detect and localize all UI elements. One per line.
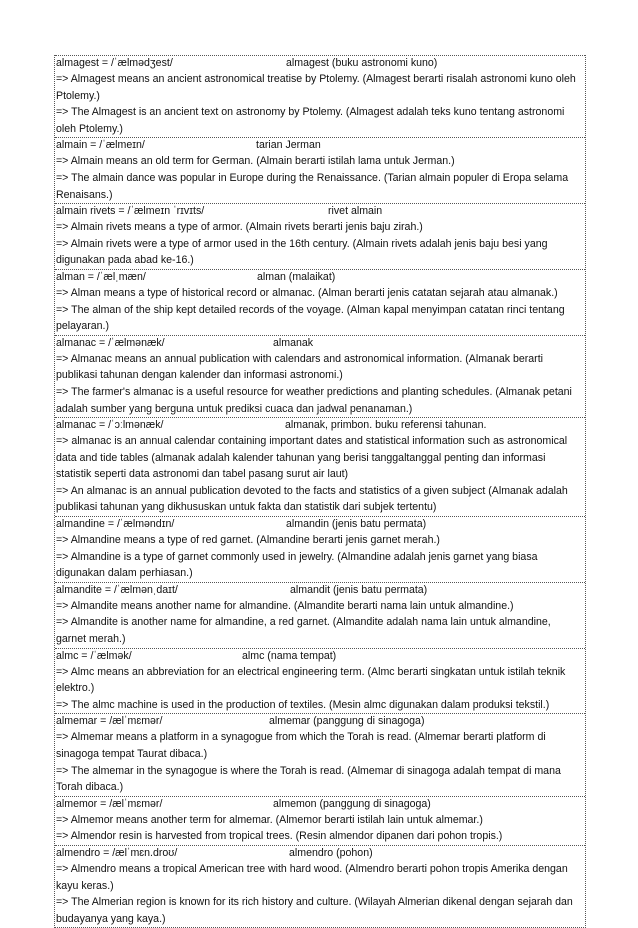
entry-header bbox=[55, 336, 585, 351]
entry-translation: alman (malaikat) bbox=[257, 270, 336, 283]
entry-translation: almagest (buku astronomi kuno) bbox=[286, 57, 438, 69]
entry-header bbox=[55, 714, 585, 729]
example-line: => Almemar means a platform in a synagogue from which the Torah is read. (Almemar berarti platform di sinagoga tempat Taurat dibaca.) bbox=[56, 731, 546, 760]
example-line: => The farmer's almanac is a useful resource for weather predictions and planting schedules. (Almanak petani adalah sumber yang berguna untuk prediksi cuaca dan jadwal penanaman.) bbox=[56, 385, 572, 415]
entry-term: almendro = /ælˈmɛn.droʊ/ bbox=[56, 846, 178, 859]
entry-translation: almandit (jenis batu permata) bbox=[290, 583, 428, 596]
entry-term: almc = /ˈælmək/ bbox=[56, 649, 132, 662]
dictionary-entry bbox=[55, 417, 585, 516]
entry-term: almandine = /ˈælməndɪn/ bbox=[56, 518, 175, 531]
dictionary-sheet bbox=[54, 55, 586, 928]
entry-header bbox=[55, 649, 585, 664]
example-line: => The almain dance was popular in Europe during the Renaissance. (Tarian almain populer di Eropa selama Renaisans.) bbox=[56, 171, 569, 201]
example-line: => The Almerian region is known for its rich history and culture. (Wilayah Almerian dikenal dengan sejarah dan budayanya yang kaya.) bbox=[56, 896, 573, 925]
entry-term: almain = /ˈælmeɪn/ bbox=[56, 139, 145, 152]
example-line: => The alman of the ship kept detailed records of the voyage. (Alman kapal menyimpan catatan rinci tentang pelayaran.) bbox=[56, 303, 565, 333]
dictionary-entry bbox=[55, 516, 585, 582]
example-line: => An almanac is an annual publication devoted to the facts and statistics of a given subject (Almanak adalah publikasi tahunan yang dikhususkan untuk fakta dan statistik dari subjek tertentu) bbox=[56, 484, 568, 514]
example-line: => The Almagest is an ancient text on astronomy by Ptolemy. (Almagest adalah teks kuno tentang astronomi oleh Ptolemy.) bbox=[56, 106, 565, 135]
example-line: => Almain rivets were a type of armor used in the 16th century. (Almain rivets adalah jenis baju besi yang digunakan pada abad ke-16.) bbox=[56, 237, 548, 267]
example-line: => Almemor means another term for almemar. (Almemor berarti istilah lain untuk almemar.) bbox=[56, 813, 483, 826]
entry-term: almanac = /ˈælmənæk/ bbox=[56, 336, 165, 349]
entry-translation: almanak, primbon. buku referensi tahunan. bbox=[285, 419, 487, 432]
entry-translation: almemar (panggung di sinagoga) bbox=[269, 715, 425, 728]
example-line: => almanac is an annual calendar containing important dates and statistical information such as astronomical data and tide tables (almanak adalah kalender tahunan yang berisi tanggaltanggal penting dan informasi statistik seperti data astronomi dan tabel pasang surut air laut) bbox=[56, 435, 568, 481]
example-line: => Almain rivets means a type of armor. (Almain rivets berarti jenis baju zirah.) bbox=[56, 221, 423, 234]
entry-header bbox=[55, 797, 585, 812]
entry-translation: almendro (pohon) bbox=[289, 846, 373, 859]
example-line: => The almc machine is used in the production of textiles. (Mesin almc digunakan dalam produksi tekstil.) bbox=[56, 698, 550, 711]
entry-header bbox=[55, 204, 585, 219]
entry-header bbox=[55, 418, 585, 433]
example-line: => Almandine is a type of garnet commonly used in jewelry. (Almandine adalah jenis garnet yang biasa digunakan dalam perhiasan.) bbox=[56, 550, 538, 580]
entry-translation: almemon (panggung di sinagoga) bbox=[273, 797, 431, 810]
example-line: => Almandine means a type of red garnet. (Almandine berarti jenis garnet merah.) bbox=[56, 534, 440, 547]
dictionary-entry bbox=[55, 335, 585, 417]
entry-term: alman = /ˈælˌmæn/ bbox=[56, 270, 146, 283]
dictionary-entry bbox=[55, 582, 585, 648]
dictionary-entry bbox=[55, 796, 585, 845]
entry-translation: almandin (jenis batu permata) bbox=[286, 518, 427, 531]
dictionary-entry bbox=[55, 269, 585, 335]
entry-translation: almc (nama tempat) bbox=[242, 649, 337, 662]
example-line: => Almc means an abbreviation for an electrical engineering term. (Almc berarti singkatan untuk istilah teknik elektro.) bbox=[56, 665, 566, 695]
entry-header bbox=[55, 270, 585, 285]
entry-term: almagest = /ˈælmədʒest/ bbox=[56, 57, 173, 69]
entry-term: almanac = /ˈɔːlmənæk/ bbox=[56, 419, 164, 432]
example-line: => Alman means a type of historical record or almanac. (Alman berarti jenis catatan sejarah atau almanak.) bbox=[56, 286, 558, 299]
entry-term: almandite = /ˈælmənˌdaɪt/ bbox=[56, 583, 178, 596]
entry-header bbox=[55, 846, 585, 861]
entry-translation: tarian Jerman bbox=[256, 139, 321, 152]
example-line: => Almendro means a tropical American tree with hard wood. (Almendro berarti pohon tropis Amerika dengan kayu keras.) bbox=[56, 862, 568, 892]
entry-header bbox=[55, 583, 585, 598]
entry-term: almain rivets = /ˈælmeɪn ˈrɪvɪts/ bbox=[56, 205, 205, 218]
dictionary-entry bbox=[55, 55, 585, 137]
dictionary-entry bbox=[55, 845, 585, 927]
example-line: => Almandite is another name for almandine, a red garnet. (Almandite adalah nama lain untuk almandine, garnet merah.) bbox=[56, 616, 551, 646]
dictionary-entry bbox=[55, 713, 585, 795]
example-line: => Almanac means an annual publication with calendars and astronomical information. (Almanak berarti publikasi tahunan dengan kalender dan informasi astronomi.) bbox=[56, 352, 543, 382]
example-line: => Almendor resin is harvested from tropical trees. (Resin almendor dipanen dari pohon tropis.) bbox=[56, 830, 503, 843]
dictionary-entry bbox=[55, 203, 585, 269]
entry-term: almemor = /ælˈmɛmər/ bbox=[56, 797, 163, 810]
dictionary-entry bbox=[55, 137, 585, 203]
example-line: => Almandite means another name for almandine. (Almandite berarti nama lain untuk almandine.) bbox=[56, 599, 514, 612]
entry-header bbox=[55, 517, 585, 532]
entry-translation: almanak bbox=[273, 336, 314, 349]
example-line: => Almain means an old term for German. (Almain berarti istilah lama untuk Jerman.) bbox=[56, 155, 455, 168]
dictionary-entry bbox=[55, 648, 585, 714]
entry-translation: rivet almain bbox=[328, 205, 383, 218]
entry-header bbox=[55, 56, 585, 71]
entry-header bbox=[55, 138, 585, 153]
example-line: => The almemar in the synagogue is where the Torah is read. (Almemar di sinagoga adalah tempat di mana Torah dibaca.) bbox=[56, 764, 561, 794]
entry-term: almemar = /ælˈmɛmər/ bbox=[56, 715, 163, 728]
example-line: => Almagest means an ancient astronomical treatise by Ptolemy. (Almagest berarti risalah astronomi kuno oleh Ptolemy.) bbox=[56, 73, 576, 102]
